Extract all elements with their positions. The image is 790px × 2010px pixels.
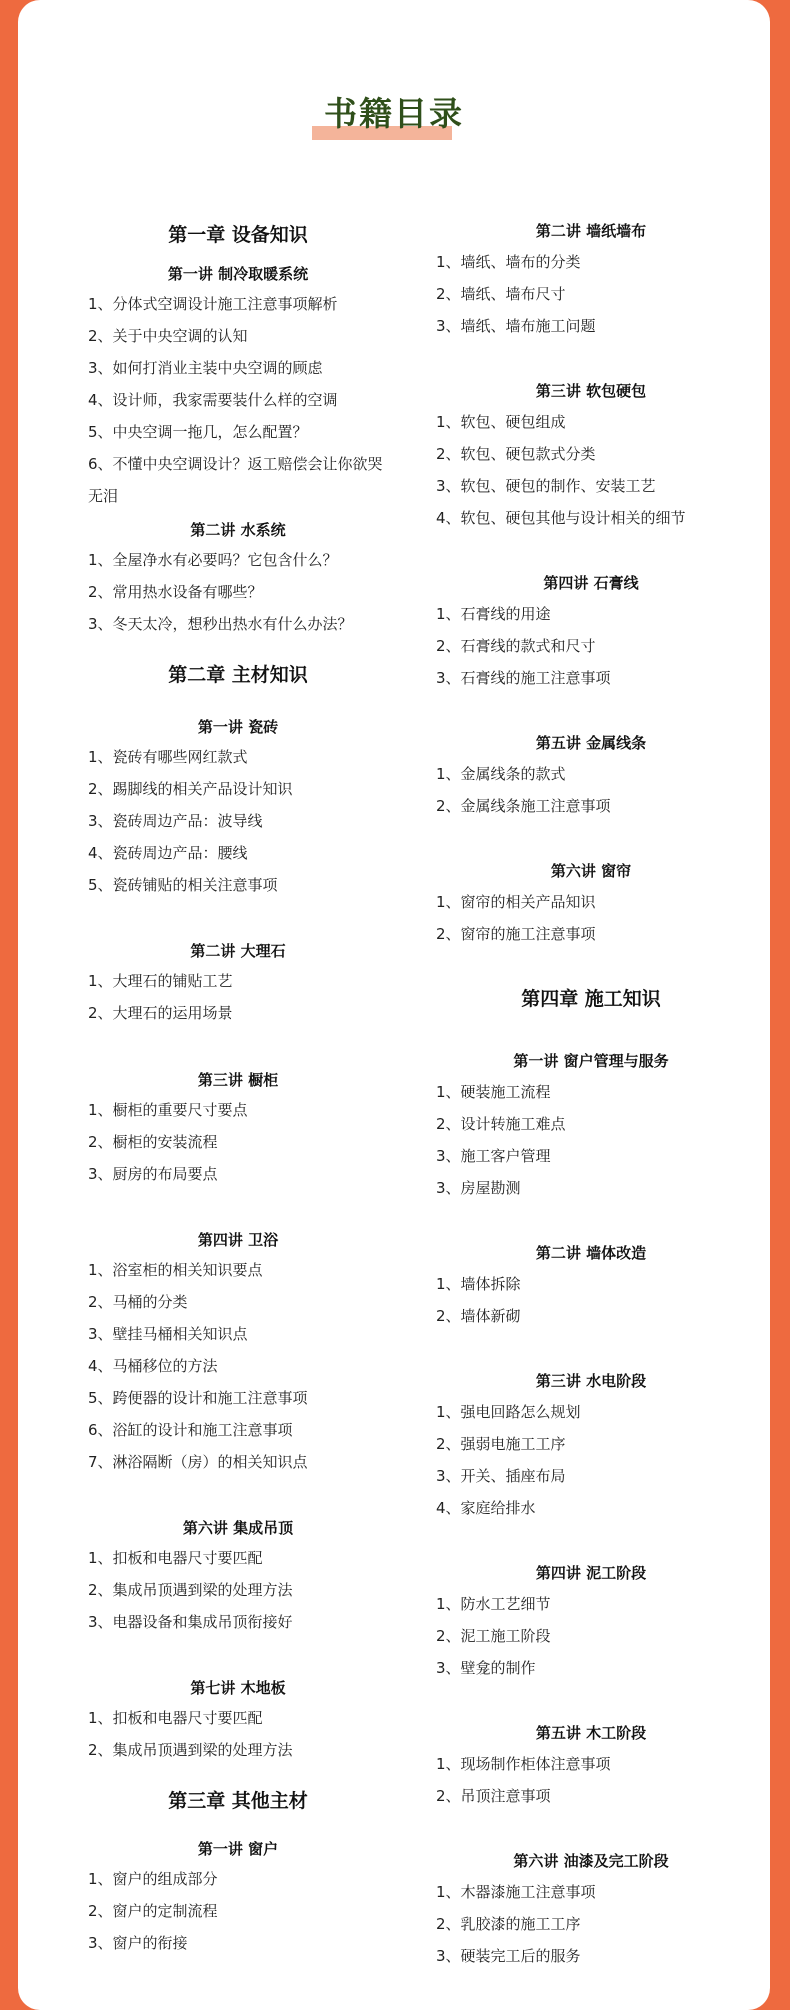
list-item: 4、家庭给排水 (436, 1499, 536, 1517)
page-title: 书籍目录 (324, 94, 464, 133)
list-item: 2、窗帘的施工注意事项 (436, 925, 596, 943)
list-item: 1、软包、硬包组成 (436, 413, 566, 431)
list-item: 1、扣板和电器尺寸要匹配 (88, 1709, 263, 1727)
list-item: 2、泥工施工阶段 (436, 1627, 551, 1645)
list-item: 2、踢脚线的相关产品设计知识 (88, 780, 293, 798)
lecture-heading: 第二讲 水系统 (190, 521, 286, 539)
list-item: 2、集成吊顶遇到梁的处理方法 (88, 1741, 293, 1759)
list-item: 3、硬装完工后的服务 (436, 1947, 581, 1965)
chapter-heading: 第四章 施工知识 (521, 988, 661, 1010)
list-item: 1、扣板和电器尺寸要匹配 (88, 1549, 263, 1567)
list-item: 3、厨房的布局要点 (88, 1165, 218, 1183)
lecture-heading: 第六讲 油漆及完工阶段 (513, 1852, 669, 1870)
list-item: 1、金属线条的款式 (436, 765, 566, 783)
lecture-heading: 第五讲 金属线条 (535, 734, 647, 752)
list-item: 3、电器设备和集成吊顶衔接好 (88, 1613, 293, 1631)
list-item: 2、窗户的定制流程 (88, 1902, 218, 1920)
lecture-heading: 第五讲 木工阶段 (535, 1724, 647, 1742)
lecture-heading: 第二讲 墙体改造 (535, 1244, 647, 1262)
lecture-heading: 第二讲 墙纸墙布 (535, 222, 647, 240)
list-item: 4、软包、硬包其他与设计相关的细节 (436, 509, 686, 527)
list-item: 1、橱柜的重要尺寸要点 (88, 1101, 248, 1119)
list-item: 2、设计转施工难点 (436, 1115, 566, 1133)
list-item: 3、壁龛的制作 (436, 1659, 536, 1677)
list-item: 3、墙纸、墙布施工问题 (436, 317, 596, 335)
list-item: 3、房屋勘测 (436, 1179, 521, 1197)
list-item: 1、窗户的组成部分 (88, 1870, 218, 1888)
list-item: 2、吊顶注意事项 (436, 1787, 551, 1805)
lecture-heading: 第一讲 瓷砖 (197, 718, 279, 736)
list-item: 4、瓷砖周边产品：腰线 (88, 844, 248, 862)
list-item: 1、石膏线的用途 (436, 605, 551, 623)
lecture-heading: 第七讲 木地板 (190, 1679, 286, 1697)
lecture-heading: 第四讲 泥工阶段 (535, 1564, 647, 1582)
list-item: 6、浴缸的设计和施工注意事项 (88, 1421, 293, 1439)
list-item: 2、大理石的运用场景 (88, 1004, 233, 1022)
list-item: 1、窗帘的相关产品知识 (436, 893, 596, 911)
lecture-heading: 第二讲 大理石 (190, 942, 286, 960)
lecture-heading: 第四讲 卫浴 (197, 1231, 279, 1249)
list-item: 2、强弱电施工工序 (436, 1435, 566, 1453)
lecture-heading: 第六讲 窗帘 (550, 862, 632, 880)
list-item: 1、墙纸、墙布的分类 (436, 253, 581, 271)
list-item: 2、墙纸、墙布尺寸 (436, 285, 566, 303)
list-item: 1、硬装施工流程 (436, 1083, 551, 1101)
list-item: 3、软包、硬包的制作、安装工艺 (436, 477, 656, 495)
list-item: 1、瓷砖有哪些网红款式 (88, 748, 248, 766)
list-item: 1、全屋净水有必要吗？它包含什么？ (88, 551, 338, 569)
list-item: 3、壁挂马桶相关知识点 (88, 1325, 248, 1343)
list-item: 2、乳胶漆的施工工序 (436, 1915, 581, 1933)
list-item: 1、大理石的铺贴工艺 (88, 972, 233, 990)
list-item: 3、如何打消业主装中央空调的顾虑 (88, 359, 323, 377)
list-item: 3、石膏线的施工注意事项 (436, 669, 611, 687)
list-item: 1、强电回路怎么规划 (436, 1403, 581, 1421)
list-item: 3、开关、插座布局 (436, 1467, 566, 1485)
lecture-heading: 第一讲 制冷取暖系统 (167, 265, 309, 283)
list-item: 5、瓷砖铺贴的相关注意事项 (88, 876, 278, 894)
list-item: 2、墙体新砌 (436, 1307, 521, 1325)
lecture-heading: 第六讲 集成吊顶 (182, 1519, 294, 1537)
list-item: 1、防水工艺细节 (436, 1595, 551, 1613)
list-item: 2、常用热水设备有哪些？ (88, 583, 263, 601)
chapter-heading: 第一章 设备知识 (168, 224, 308, 246)
list-item: 5、跨便器的设计和施工注意事项 (88, 1389, 308, 1407)
list-item: 1、现场制作柜体注意事项 (436, 1755, 611, 1773)
lecture-heading: 第一讲 窗户 (197, 1840, 279, 1858)
list-item: 2、石膏线的款式和尺寸 (436, 637, 596, 655)
list-item: 2、马桶的分类 (88, 1293, 188, 1311)
list-item: 3、冬天太冷，想秒出热水有什么办法？ (88, 615, 353, 633)
content-card (18, 0, 770, 2010)
list-item: 2、集成吊顶遇到梁的处理方法 (88, 1581, 293, 1599)
lecture-heading: 第一讲 窗户管理与服务 (513, 1052, 669, 1070)
list-item: 2、关于中央空调的认知 (88, 327, 248, 345)
list-item: 1、木器漆施工注意事项 (436, 1883, 596, 1901)
list-item: 2、软包、硬包款式分类 (436, 445, 596, 463)
list-item: 1、墙体拆除 (436, 1275, 521, 1293)
list-item: 3、施工客户管理 (436, 1147, 551, 1165)
list-item: 3、瓷砖周边产品：波导线 (88, 812, 263, 830)
list-item: 1、浴室柜的相关知识要点 (88, 1261, 263, 1279)
chapter-heading: 第三章 其他主材 (168, 1790, 308, 1812)
title-area (18, 88, 770, 135)
list-item: 6、不懂中央空调设计？返工赔偿会让你欲哭无泪 (88, 455, 383, 505)
list-item: 1、分体式空调设计施工注意事项解析 (88, 295, 338, 313)
list-item: 2、金属线条施工注意事项 (436, 797, 611, 815)
lecture-heading: 第三讲 水电阶段 (535, 1372, 647, 1390)
list-item: 3、窗户的衔接 (88, 1934, 188, 1952)
list-item: 4、马桶移位的方法 (88, 1357, 218, 1375)
lecture-heading: 第三讲 软包硬包 (535, 382, 647, 400)
lecture-heading: 第三讲 橱柜 (197, 1071, 279, 1089)
list-item: 4、设计师，我家需要装什么样的空调 (88, 391, 338, 409)
list-item: 2、橱柜的安装流程 (88, 1133, 218, 1151)
chapter-heading: 第二章 主材知识 (168, 664, 308, 686)
lecture-heading: 第四讲 石膏线 (543, 574, 639, 592)
list-item: 7、淋浴隔断（房）的相关知识点 (88, 1453, 308, 1471)
list-item: 5、中央空调一拖几，怎么配置？ (88, 423, 308, 441)
